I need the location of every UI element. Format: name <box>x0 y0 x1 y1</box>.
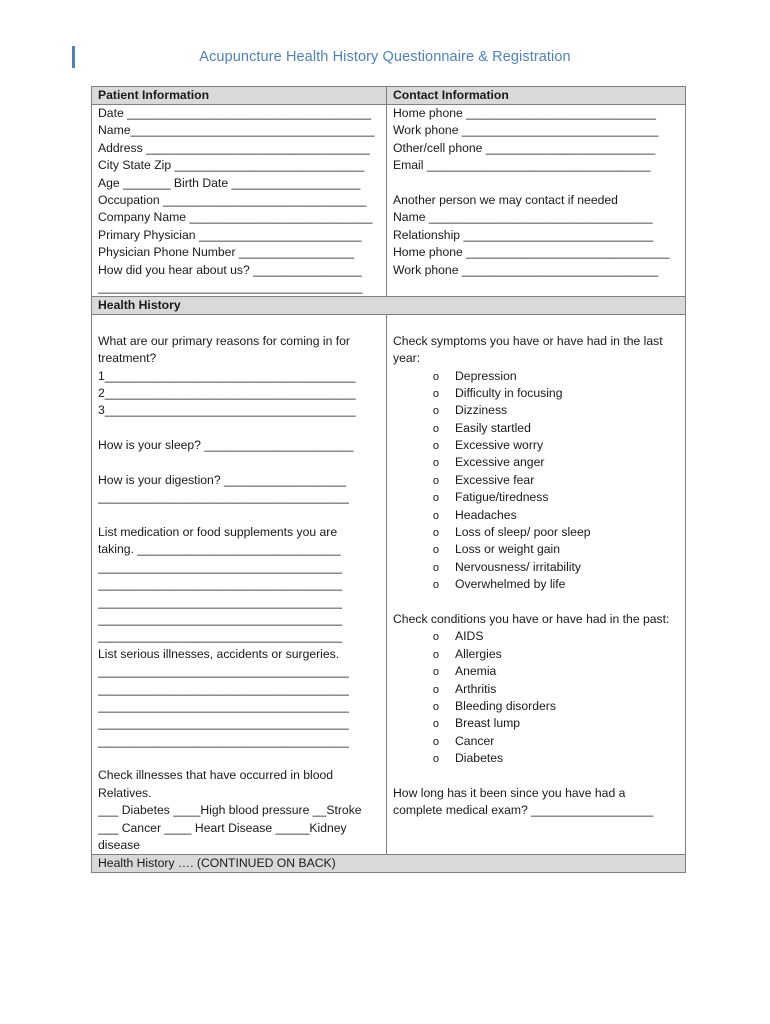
condition-item[interactable] <box>393 715 679 732</box>
checkbox-bullet-icon[interactable]: o <box>432 561 439 574</box>
spacer <box>393 175 679 192</box>
address-field[interactable]: Address _________________________________ <box>98 140 370 155</box>
condition-label: Bleeding disorders <box>455 698 556 713</box>
checkbox-bullet-icon[interactable]: o <box>432 492 439 505</box>
referral-source-field[interactable]: How did you hear about us? ________________ <box>98 262 362 277</box>
cell-phone-field[interactable]: Other/cell phone _________________________ <box>393 140 656 155</box>
checkbox-bullet-icon[interactable]: o <box>432 666 439 679</box>
age-birthdate-field[interactable]: Age _______ Birth Date ___________________ <box>98 175 361 190</box>
exam-field[interactable]: complete medical exam? __________________ <box>393 803 654 818</box>
relatives-checks-3: disease <box>98 838 141 853</box>
emergency-relationship-field[interactable]: Relationship ____________________________ <box>393 227 654 242</box>
section-header-row <box>92 87 686 105</box>
symptom-label: Excessive anger <box>455 455 545 470</box>
checkbox-bullet-icon[interactable]: o <box>432 683 439 696</box>
relatives-checks-1[interactable]: ___ Diabetes ____High blood pressure __Stroke <box>98 803 362 818</box>
spacer <box>98 750 380 767</box>
spacer <box>393 767 679 784</box>
medication-line[interactable]: ____________________________________ <box>98 577 343 592</box>
illness-line[interactable]: _____________________________________ <box>98 664 349 679</box>
symptom-item[interactable] <box>393 507 679 524</box>
checkbox-bullet-icon[interactable]: o <box>432 735 439 748</box>
work-phone-field[interactable]: Work phone _____________________________ <box>393 123 659 138</box>
health-right-cell <box>387 315 686 855</box>
symptom-label: Overwhelmed by life <box>455 577 566 592</box>
checkbox-bullet-icon[interactable]: o <box>432 544 439 557</box>
name-field[interactable]: Name____________________________________ <box>98 123 375 138</box>
symptom-label: Difficulty in focusing <box>455 385 563 400</box>
reasons-question: What are our primary reasons for coming in for treatment? <box>98 333 350 366</box>
relatives-question: Check illnesses that have occurred in blood <box>98 768 334 783</box>
checkbox-bullet-icon[interactable]: o <box>432 387 439 400</box>
checkbox-bullet-icon[interactable]: o <box>432 631 439 644</box>
condition-item[interactable] <box>393 733 679 750</box>
illness-line[interactable]: _____________________________________ <box>98 698 349 713</box>
spacer <box>98 454 380 471</box>
company-name-field[interactable]: Company Name ___________________________ <box>98 210 373 225</box>
symptom-item[interactable] <box>393 454 679 471</box>
spacer <box>393 315 679 332</box>
medication-question: List medication or food supplements you are <box>98 525 338 540</box>
condition-item[interactable] <box>393 628 679 645</box>
reason-2-field[interactable]: 2_____________________________________ <box>98 385 356 400</box>
symptom-item[interactable] <box>393 541 679 558</box>
condition-item[interactable] <box>393 681 679 698</box>
info-row <box>92 105 686 297</box>
primary-physician-field[interactable]: Primary Physician ________________________ <box>98 227 362 242</box>
conditions-list <box>393 628 679 767</box>
patient-info-cell <box>92 105 387 297</box>
medication-line[interactable]: ____________________________________ <box>98 611 343 626</box>
contact-info-cell <box>387 105 686 297</box>
symptom-item[interactable] <box>393 385 679 402</box>
symptom-item[interactable] <box>393 559 679 576</box>
symptom-label: Fatigue/tiredness <box>455 490 549 505</box>
condition-item[interactable] <box>393 698 679 715</box>
checkbox-bullet-icon[interactable]: o <box>432 700 439 713</box>
emergency-work-phone-field[interactable]: Work phone _____________________________ <box>393 262 659 277</box>
health-left-cell <box>92 315 387 855</box>
symptom-label: Excessive worry <box>455 438 544 453</box>
exam-question: How long has it been since you have had a <box>393 785 626 800</box>
illness-line[interactable]: _____________________________________ <box>98 733 349 748</box>
symptom-label: Dizziness <box>455 403 508 418</box>
symptoms-list <box>393 368 679 594</box>
footer-row <box>92 855 686 873</box>
checkbox-bullet-icon[interactable]: o <box>432 457 439 470</box>
referral-source-line[interactable]: _______________________________________ <box>98 279 363 294</box>
page-title: Acupuncture Health History Questionnaire & Registration <box>199 49 571 65</box>
symptoms-question: Check symptoms you have or have had in the last year: <box>393 333 663 366</box>
condition-item[interactable] <box>393 663 679 680</box>
digestion-field[interactable]: How is your digestion? __________________ <box>98 472 347 487</box>
condition-label: Allergies <box>455 646 502 661</box>
symptom-item[interactable] <box>393 402 679 419</box>
relatives-checks-2[interactable]: ___ Cancer ____ Heart Disease _____Kidney <box>98 820 347 835</box>
emergency-name-field[interactable]: Name _________________________________ <box>393 210 653 225</box>
emergency-contact-label: Another person we may contact if needed <box>393 192 618 207</box>
reason-1-field[interactable]: 1_____________________________________ <box>98 368 356 383</box>
reason-3-field[interactable]: 3_____________________________________ <box>98 403 356 418</box>
physician-phone-field[interactable]: Physician Phone Number _________________ <box>98 245 355 260</box>
health-history-header: Health History <box>92 297 686 315</box>
spacer <box>98 315 380 332</box>
symptom-label: Headaches <box>455 507 517 522</box>
illness-question: List serious illnesses, accidents or surgeries. <box>98 646 340 661</box>
registration-form <box>91 86 686 873</box>
condition-label: Arthritis <box>455 681 497 696</box>
condition-item[interactable] <box>393 646 679 663</box>
symptom-item[interactable] <box>393 437 679 454</box>
symptom-item[interactable] <box>393 368 679 385</box>
condition-item[interactable] <box>393 750 679 767</box>
illness-line[interactable]: _____________________________________ <box>98 681 349 696</box>
checkbox-bullet-icon[interactable]: o <box>432 527 439 540</box>
symptom-item[interactable] <box>393 420 679 437</box>
condition-label: AIDS <box>455 629 484 644</box>
symptom-item[interactable] <box>393 576 679 593</box>
checkbox-bullet-icon[interactable]: o <box>432 370 439 383</box>
checkbox-bullet-icon[interactable]: o <box>432 579 439 592</box>
medication-line[interactable]: ____________________________________ <box>98 594 343 609</box>
condition-label: Anemia <box>455 664 497 679</box>
digestion-line[interactable]: _____________________________________ <box>98 490 349 505</box>
health-history-header-row <box>92 297 686 315</box>
conditions-question: Check conditions you have or have had in the past: <box>393 611 670 626</box>
symptom-label: Loss or weight gain <box>455 542 561 557</box>
symptom-item[interactable] <box>393 489 679 506</box>
spacer <box>393 594 679 611</box>
symptom-label: Loss of sleep/ poor sleep <box>455 525 591 540</box>
checkbox-bullet-icon[interactable]: o <box>432 405 439 418</box>
occupation-field[interactable]: Occupation ______________________________ <box>98 192 367 207</box>
health-row <box>92 315 686 855</box>
medication-field[interactable]: taking. ______________________________ <box>98 542 341 557</box>
checkbox-bullet-icon[interactable]: o <box>432 753 439 766</box>
spacer <box>98 507 380 524</box>
symptom-label: Easily startled <box>455 420 531 435</box>
symptom-label: Excessive fear <box>455 472 535 487</box>
checkbox-bullet-icon[interactable]: o <box>432 718 439 731</box>
sleep-field[interactable]: How is your sleep? ______________________ <box>98 438 354 453</box>
email-field[interactable]: Email _________________________________ <box>393 158 651 173</box>
emergency-home-phone-field[interactable]: Home phone ______________________________ <box>393 245 670 260</box>
checkbox-bullet-icon[interactable]: o <box>432 474 439 487</box>
checkbox-bullet-icon[interactable]: o <box>432 422 439 435</box>
patient-info-header: Patient Information <box>92 87 387 105</box>
home-phone-field[interactable]: Home phone ____________________________ <box>393 106 656 120</box>
symptom-item[interactable] <box>393 524 679 541</box>
date-field[interactable]: Date ____________________________________ <box>98 106 372 120</box>
checkbox-bullet-icon[interactable]: o <box>432 440 439 453</box>
checkbox-bullet-icon[interactable]: o <box>432 648 439 661</box>
condition-label: Diabetes <box>455 751 504 766</box>
medication-line[interactable]: ____________________________________ <box>98 629 343 644</box>
illness-line[interactable]: _____________________________________ <box>98 716 349 731</box>
symptom-label: Nervousness/ irritability <box>455 559 581 574</box>
condition-label: Cancer <box>455 733 495 748</box>
medication-line[interactable]: ____________________________________ <box>98 559 343 574</box>
continued-note: Health History …. (CONTINUED ON BACK) <box>92 855 686 873</box>
checkbox-bullet-icon[interactable]: o <box>432 509 439 522</box>
spacer <box>98 420 380 437</box>
contact-info-header: Contact Information <box>387 87 686 105</box>
city-state-zip-field[interactable]: City State Zip ____________________________ <box>98 158 365 173</box>
condition-label: Breast lump <box>455 716 521 731</box>
symptom-item[interactable] <box>393 472 679 489</box>
symptom-label: Depression <box>455 368 517 383</box>
relatives-question-cont: Relatives. <box>98 785 152 800</box>
